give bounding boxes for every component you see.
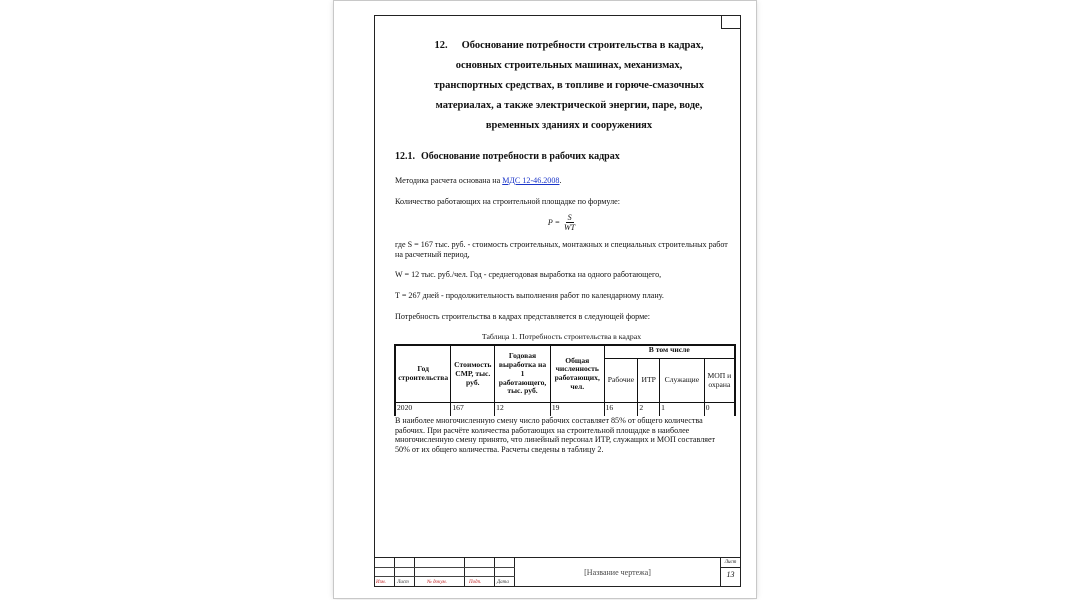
cell-employees: 1 bbox=[660, 403, 705, 417]
header-year: Год строительства bbox=[395, 345, 451, 403]
section-title: Обоснование потребности в рабочих кадрах bbox=[421, 151, 620, 162]
section-heading bbox=[395, 151, 728, 162]
cell-workers: 16 bbox=[604, 403, 638, 417]
staffing-table bbox=[394, 344, 736, 416]
header-total: Общая численность работающих, чел. bbox=[550, 345, 604, 403]
chapter-title-text: Обоснование потребности строительства в кадрах, bbox=[461, 40, 704, 51]
definition-t: T = 267 дней - продолжительность выполнения работ по календарному плану. bbox=[395, 290, 664, 300]
table-caption: Таблица 1. Потребность строительства в кадрах bbox=[481, 332, 642, 342]
header-employees: Служащие bbox=[660, 359, 705, 403]
method-suffix: . bbox=[559, 176, 562, 185]
stamp-label-change: Изм. bbox=[376, 580, 386, 585]
table-header-row bbox=[395, 345, 735, 359]
header-itr: ИТР bbox=[638, 359, 660, 403]
chapter-title bbox=[420, 36, 718, 136]
cell-total: 19 bbox=[550, 403, 604, 417]
stamp-line bbox=[375, 576, 515, 577]
sheet-number-cell bbox=[720, 558, 740, 586]
stamp-line bbox=[375, 567, 515, 568]
sheet-label: Лист bbox=[721, 559, 740, 568]
chapter-number: 12. bbox=[434, 40, 448, 51]
cell-itr: 2 bbox=[638, 403, 660, 417]
table-row bbox=[395, 403, 735, 417]
section-number: 12.1. bbox=[395, 151, 415, 162]
cell-cost: 167 bbox=[451, 403, 495, 417]
corner-box bbox=[721, 15, 741, 29]
stamp-label-sheet: Лист bbox=[397, 580, 409, 585]
cell-output: 12 bbox=[495, 403, 551, 417]
header-output: Годовая выработка на 1 работающего, тыс. руб. bbox=[495, 345, 551, 403]
header-including: В том числе bbox=[604, 345, 735, 359]
chapter-title-line: транспортных средствах, в топливе и горюче-смазочных bbox=[434, 80, 704, 91]
formula-fraction bbox=[564, 213, 575, 232]
definition-w: W = 12 тыс. руб./чел. Год - среднегодовая выработка на одного работающего, bbox=[395, 270, 662, 280]
closing-paragraph: В наиболее многочисленную смену число рабочих составляет 85% от общего количества рабочих. При расчёте количества работающих на строительной площадке в наиболее многочисленную смену принято, что линейный персонал ИТР, служащих и МОП составляет 50% от их общего количества. Расчеты сведены в таблицу 2. bbox=[395, 416, 716, 454]
chapter-title-line: материалах, а также электрической энергии, паре, воде, bbox=[435, 100, 703, 111]
stamp-label-docnum: № докум. bbox=[427, 580, 447, 585]
cell-year: 2020 bbox=[395, 403, 451, 417]
formula bbox=[395, 213, 728, 232]
sheet-number: 13 bbox=[726, 570, 735, 579]
formula-denominator: WT bbox=[564, 223, 576, 233]
method-text: Методика расчета основана на bbox=[395, 176, 503, 185]
header-workers: Рабочие bbox=[604, 359, 638, 403]
drawing-name: [Название чертежа] bbox=[584, 567, 651, 577]
definition-s: где S = 167 тыс. руб. - стоимость строительных, монтажных и специальных строительных работ на расчетный период, bbox=[395, 240, 728, 259]
cell-mop: 0 bbox=[704, 403, 735, 417]
title-block bbox=[375, 557, 740, 586]
formula-numerator: S bbox=[567, 213, 572, 223]
chapter-title-line: основных строительных машинах, механизмах, bbox=[455, 60, 683, 71]
header-mop: МОП и охрана bbox=[704, 359, 735, 403]
formula-intro: Количество работающих на строительной площадке по формуле: bbox=[395, 196, 620, 206]
chapter-title-line: временных зданиях и сооружениях bbox=[485, 120, 653, 131]
chapter-title-line bbox=[420, 36, 718, 56]
mds-link[interactable]: МДС 12-46.2008 bbox=[502, 176, 560, 185]
table-intro: Потребность строительства в кадрах представляется в следующей форме: bbox=[395, 311, 651, 321]
stamp-label-date: Дата bbox=[497, 580, 509, 585]
drawing-frame bbox=[374, 15, 741, 587]
page-content bbox=[395, 36, 732, 466]
formula-lhs: P = bbox=[547, 218, 560, 228]
stamp-label-sign: Подп. bbox=[469, 580, 482, 585]
header-cost: Стоимость СМР, тыс. руб. bbox=[451, 345, 495, 403]
document-page bbox=[334, 1, 756, 598]
method-paragraph bbox=[395, 176, 728, 186]
